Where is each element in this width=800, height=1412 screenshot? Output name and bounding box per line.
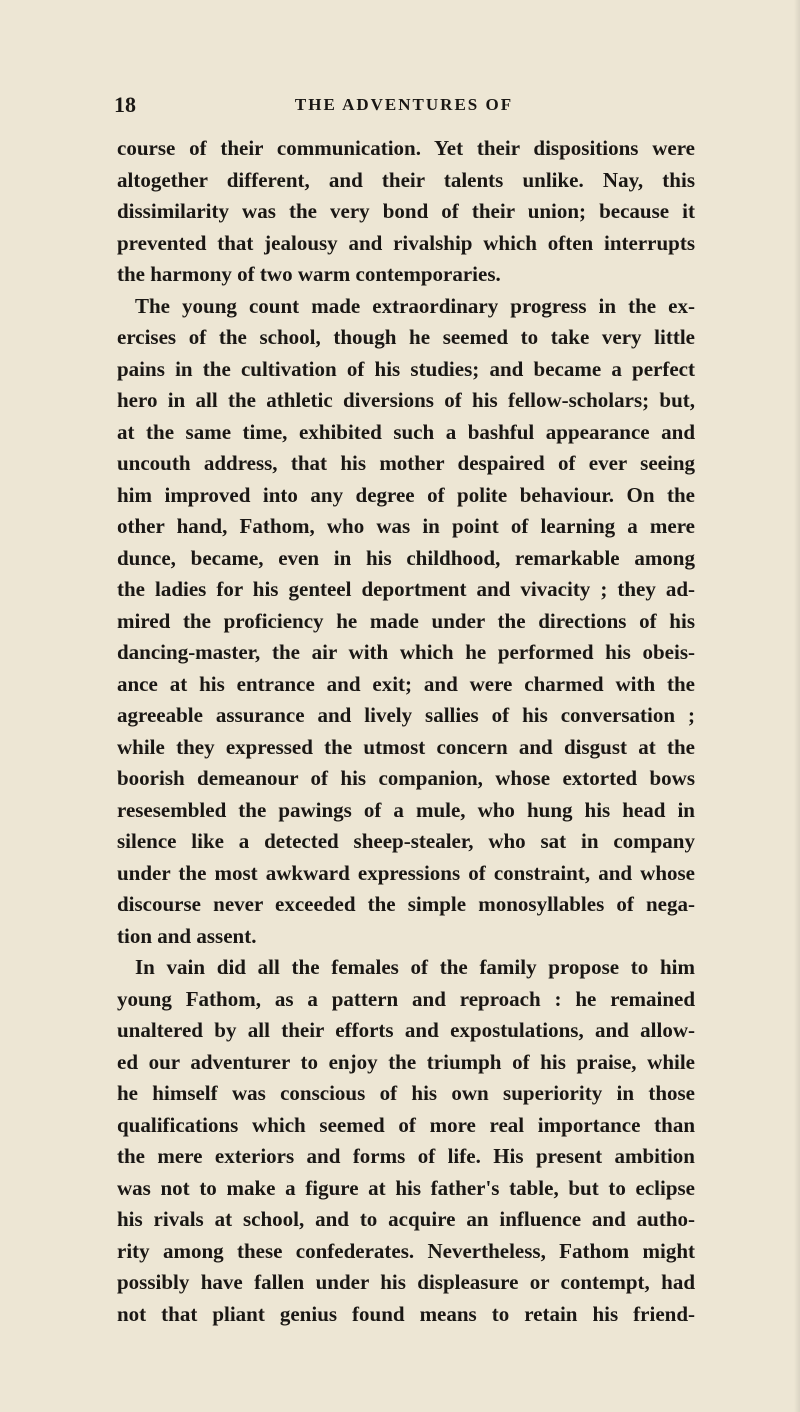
text-line: while they expressed the utmost concern and disgust at the [117, 734, 695, 759]
text-line: the harmony of two warm contemporaries. [117, 262, 501, 286]
text-line: boorish demeanour of his companion, whose extorted bows [117, 766, 695, 790]
text-line: course of their communication. Yet their dispositions were [117, 136, 695, 160]
text-line: under the most awkward expressions of constraint, and whose [117, 860, 695, 885]
text-line: other hand, Fathom, who was in point of learning a mere [117, 514, 695, 538]
text-line: unaltered by all their efforts and expostulations, and allow- [117, 1018, 695, 1042]
text-line: ercises of the school, though he seemed to take very little [117, 325, 695, 349]
text-line: possibly have fallen under his displeasure or contempt, had [117, 1270, 695, 1294]
text-line: tion and assent. [117, 923, 257, 948]
text-line: pains in the cultivation of his studies; and became a perfect [117, 356, 695, 381]
text-line: In vain did all the females of the family propose to him [135, 955, 695, 979]
text-line: silence like a detected sheep-stealer, who sat in company [117, 829, 695, 853]
text-line: he himself was conscious of his own superiority in those [117, 1081, 695, 1105]
text-line: resesembled the pawings of a mule, who hung his head in [117, 797, 695, 822]
body-text [117, 133, 695, 1330]
text-line: at the same time, exhibited such a bashful appearance and [117, 419, 695, 444]
text-line: mired the proficiency he made under the directions of his [117, 608, 695, 633]
running-title: THE ADVENTURES OF [294, 95, 514, 114]
text-line: ed our adventurer to enjoy the triumph of his praise, while [117, 1049, 695, 1074]
page-header [114, 92, 694, 122]
text-line: him improved into any degree of polite behaviour. On the [117, 482, 695, 507]
text-line: not that pliant genius found means to retain his friend- [117, 1301, 695, 1326]
page-edge-shadow [794, 0, 800, 1412]
text-line: dancing-master, the air with which he performed his obeis- [117, 640, 695, 664]
text-line: dunce, became, even in his childhood, remarkable among [117, 545, 695, 570]
text-line: agreeable assurance and lively sallies of his conversation ; [117, 703, 695, 727]
text-line: prevented that jealousy and rivalship which often interrupts [117, 230, 695, 255]
text-line: dissimilarity was the very bond of their union; because it [117, 199, 695, 223]
text-line: uncouth address, that his mother despaired of ever seeing [117, 451, 695, 475]
text-line: the mere exteriors and forms of life. His present ambition [117, 1144, 695, 1168]
text-line: the ladies for his genteel deportment and vivacity ; they ad- [117, 577, 695, 601]
text-line: was not to make a figure at his father's table, but to eclipse [117, 1175, 695, 1200]
page-number: 18 [114, 92, 136, 117]
text-line: qualifications which seemed of more real importance than [117, 1112, 695, 1137]
text-line: hero in all the athletic diversions of his fellow-scholars; but, [117, 388, 695, 412]
text-line: young Fathom, as a pattern and reproach : he remained [117, 986, 695, 1011]
text-line: rity among these confederates. Nevertheless, Fathom might [117, 1238, 695, 1263]
text-line: The young count made extraordinary progress in the ex- [135, 293, 695, 318]
text-line: altogether different, and their talents unlike. Nay, this [117, 167, 695, 192]
text-line: ance at his entrance and exit; and were charmed with the [117, 671, 695, 696]
text-line: discourse never exceeded the simple monosyllables of nega- [117, 892, 695, 916]
text-line: his rivals at school, and to acquire an influence and autho- [117, 1207, 695, 1231]
